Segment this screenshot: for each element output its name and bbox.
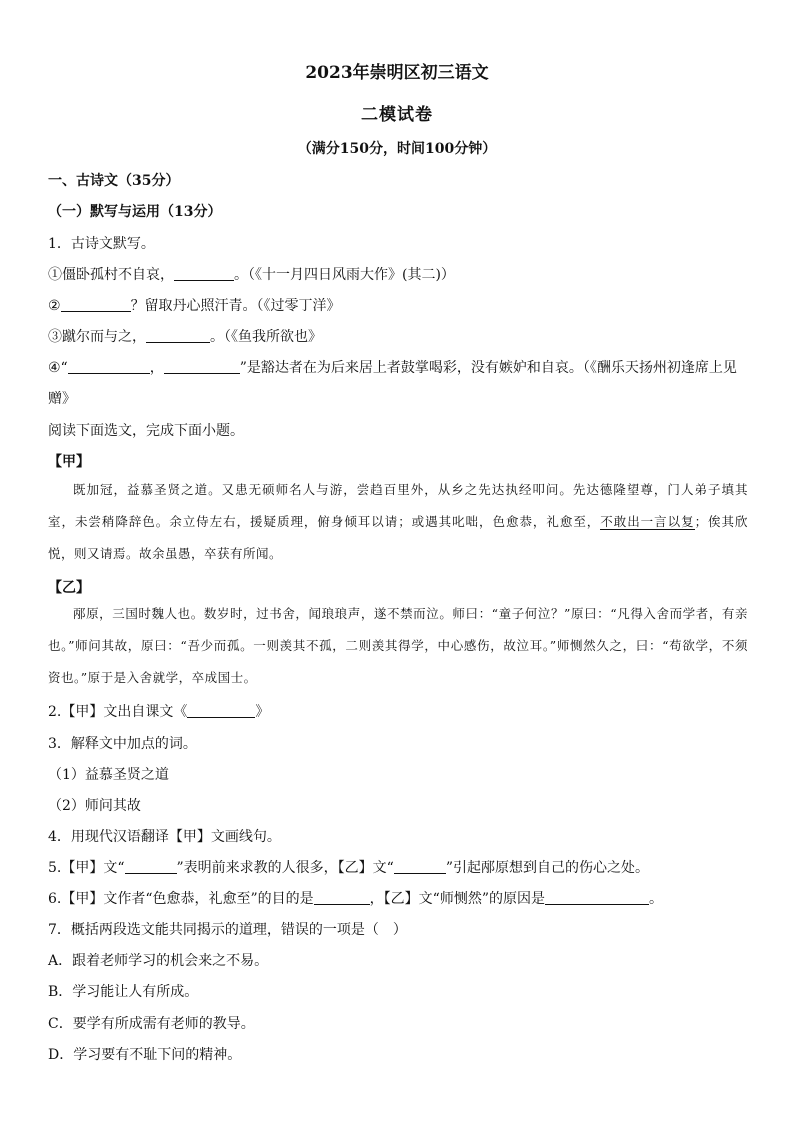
q6-mid: ，【乙】文“师恻然”的原因是 (369, 891, 545, 907)
answer-blank[interactable] (394, 859, 446, 874)
answer-blank[interactable] (174, 266, 234, 281)
q5-mid: ”表明前来求教的人很多，【乙】文“ (176, 860, 394, 876)
question-3-item-2: （2）师问其故 (48, 798, 141, 814)
answer-blank[interactable] (164, 359, 240, 374)
passage-jia (48, 474, 748, 570)
question-7-stem: 7．概括两段选文能共同揭示的道理，错误的一项是（ ） (48, 922, 407, 938)
q1a-prefix: ①僵卧孤村不自哀， (48, 267, 174, 283)
answer-blank[interactable] (314, 890, 370, 905)
exam-note: （满分150分，时间100分钟） (297, 141, 497, 157)
q1d-suffix: ”是豁达者在为后来居上者鼓掌喝彩，没有嫉妒和自哀。（《酬乐天扬州初逢席上见 (239, 360, 737, 376)
q1d-prefix: ④“ (48, 360, 68, 376)
q6-prefix: 6.【甲】文作者“色愈恭，礼愈至”的目的是 (48, 891, 314, 907)
q1c-suffix: 。（《鱼我所欲也》 (210, 329, 322, 345)
answer-blank[interactable] (545, 890, 649, 905)
option-c[interactable]: C．要学有所成需有老师的教导。 (48, 1016, 255, 1032)
passage-jia-label: 【甲】 (48, 454, 90, 470)
question-2 (48, 701, 269, 721)
question-1-item-b (48, 295, 341, 315)
question-5 (48, 857, 649, 877)
question-1-item-a (48, 264, 455, 284)
question-1-item-c (48, 326, 322, 346)
question-1-item-d-continued: 赠》 (48, 391, 76, 407)
reading-instruction: 阅读下面选文，完成下面小题。 (48, 423, 244, 439)
passage-yi: 邴原，三国时魏人也。数岁时，过书舍，闻琅琅声，遂不禁而泣。师曰：“童子何泣？”原曰：“凡得入舍而学者，有亲也。”师问其故，原曰：“吾少而孤。一则羡其不孤，二则羡其得学，中心感伤，故泣耳。”师恻然久之，曰：“苟欲学，不须资也。”原于是入舍就学，卒成国士。 (48, 606, 748, 685)
section-heading: 一、古诗文（35分） (48, 173, 180, 189)
option-d[interactable]: D．学习要有不耻下问的精神。 (48, 1047, 242, 1063)
exam-subtitle: 二模试卷 (361, 105, 433, 125)
question-6 (48, 888, 663, 908)
q1a-suffix: 。（《十一月四日风雨大作》(其二)） (234, 267, 455, 283)
passage-yi-label: 【乙】 (48, 580, 90, 596)
passage-jia-text-end: ；俟其欣悦，则又请焉。故余虽愚，卒获有所闻。 (48, 514, 748, 561)
question-3-stem: 3．解释文中加点的词。 (48, 736, 197, 752)
option-a[interactable]: A．跟着老师学习的机会来之不易。 (48, 953, 269, 969)
option-b[interactable]: B．学习能让人有所成。 (48, 984, 199, 1000)
underlined-sentence: 不敢出一言以复 (600, 514, 695, 529)
subsection-heading: （一）默写与运用（13分） (48, 204, 222, 220)
answer-blank[interactable] (187, 703, 255, 718)
passage-jia-text: 既加冠，益慕圣贤之道。又患无硕师名人与游，尝趋百里外，从乡之先达执经叩问。先达德隆望尊，门人弟子填其室，未尝稍降辞色。余立侍左右，援疑质理，俯身倾耳以请；或遇其叱咄，色愈恭，礼愈至， (48, 482, 748, 529)
answer-blank[interactable] (125, 859, 177, 874)
question-1-stem: 1．古诗文默写。 (48, 236, 155, 252)
q6-suffix: 。 (649, 891, 663, 907)
q2-suffix: 》 (255, 704, 270, 720)
q1d-mid: ， (149, 360, 164, 376)
answer-blank[interactable] (61, 297, 131, 312)
answer-blank[interactable] (68, 359, 150, 374)
q1b-prefix: ② (48, 298, 61, 314)
q1b-suffix: ？留取丹心照汗青。（《过零丁洋》 (130, 298, 341, 314)
question-4: 4．用现代汉语翻译【甲】文画线句。 (48, 829, 281, 845)
question-3-item-1: （1）益慕圣贤之道 (48, 767, 169, 783)
q1c-prefix: ③蹴尔而与之， (48, 329, 146, 345)
question-1-item-d (48, 357, 737, 377)
exam-title: 2023年崇明区初三语文 (305, 63, 489, 83)
q5-prefix: 5.【甲】文“ (48, 860, 125, 876)
q2-prefix: 2.【甲】文出自课文《 (48, 704, 188, 720)
q5-suffix: ”引起邴原想到自己的伤心之处。 (445, 860, 650, 876)
answer-blank[interactable] (146, 328, 210, 343)
